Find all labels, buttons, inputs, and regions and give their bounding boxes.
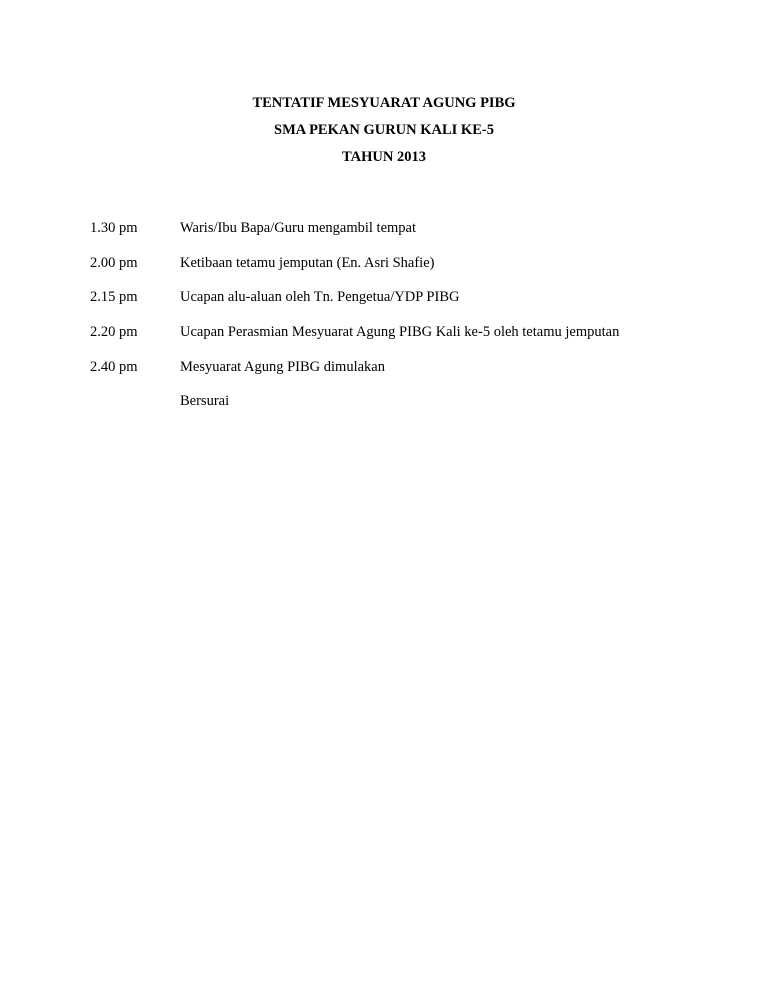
schedule-activity: Mesyuarat Agung PIBG dimulakan: [180, 358, 385, 375]
schedule-row: [90, 357, 730, 392]
schedule-activity: Bersurai: [180, 393, 230, 410]
schedule-activity: Waris/Ibu Bapa/Guru mengambil tempat: [180, 220, 417, 236]
schedule-row: [90, 218, 730, 253]
schedule-row: [90, 287, 730, 322]
schedule-time: 2.20 pm: [90, 324, 138, 341]
title-line-1: TENTATIF MESYUARAT AGUNG PIBG: [252, 95, 516, 111]
schedule-time: 1.30 pm: [90, 220, 138, 236]
title-line-3: TAHUN 2013: [342, 149, 426, 165]
title-line-2: SMA PEKAN GURUN KALI KE-5: [274, 122, 494, 138]
schedule-time: 2.40 pm: [90, 358, 138, 375]
schedule-time: 2.00 pm: [90, 254, 138, 271]
document-title: [0, 90, 768, 171]
schedule-activity: Ucapan alu-aluan oleh Tn. Pengetua/YDP PIBG: [180, 289, 460, 306]
schedule-activity: Ucapan Perasmian Mesyuarat Agung PIBG Kali ke-5 oleh tetamu jemputan: [180, 324, 620, 341]
schedule-row: [90, 322, 730, 357]
schedule-activity: Ketibaan tetamu jemputan (En. Asri Shafie): [180, 254, 435, 271]
schedule-row: [90, 253, 730, 288]
schedule-list: [90, 218, 730, 426]
schedule-time: 2.15 pm: [90, 289, 138, 306]
schedule-row: [90, 391, 730, 426]
